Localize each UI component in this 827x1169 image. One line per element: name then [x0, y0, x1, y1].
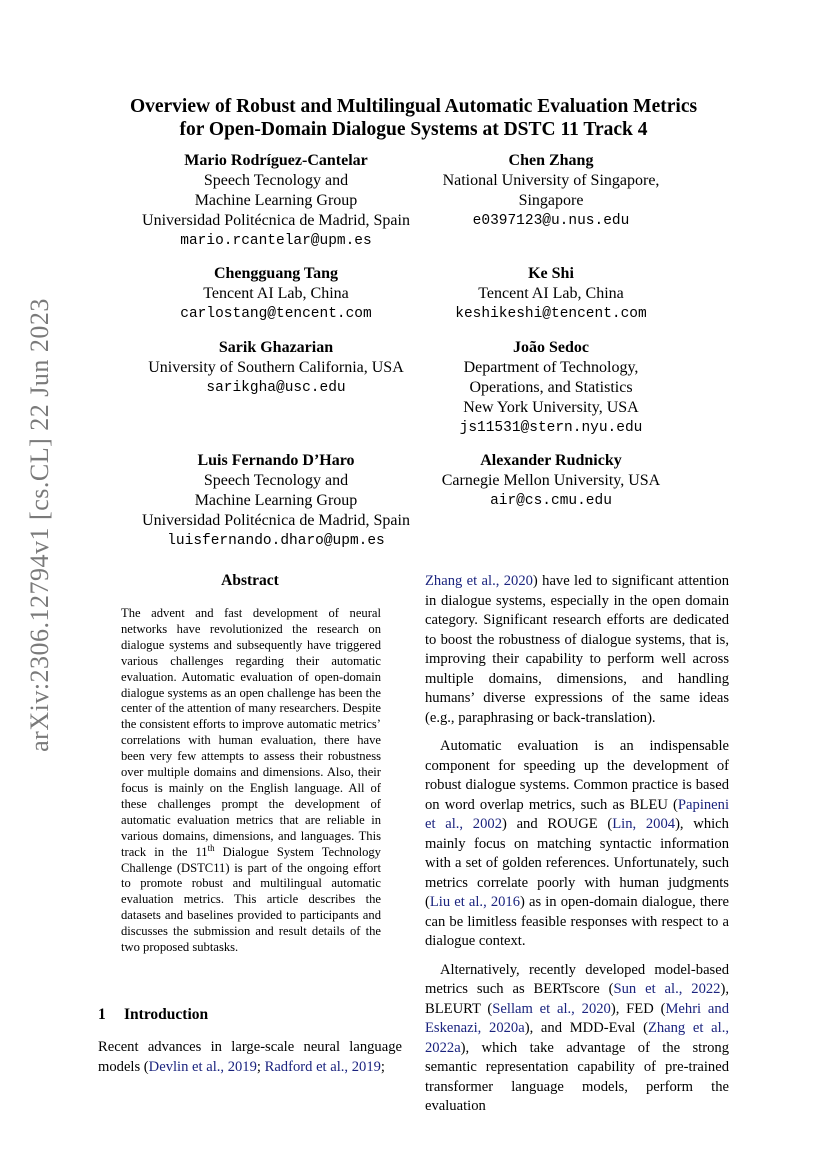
body-text: ) as in open-domain dialogue, there can be limitless feasible responses with respect to a dialogue context. [425, 894, 729, 949]
author-name: Chengguang Tang [213, 265, 339, 282]
author-name: Sarik Ghazarian [218, 339, 334, 356]
arxiv-id: arXiv:2306.12794v1 [cs.CL] 22 Jun 2023 [25, 298, 54, 752]
author-affiliation: National University of Singapore, [442, 172, 660, 189]
body-paragraph [425, 737, 729, 952]
author-email[interactable]: carlostang@tencent.com [180, 306, 372, 322]
author-email[interactable]: sarikgha@usc.edu [206, 380, 346, 396]
author-email[interactable]: luisfernando.dharo@upm.es [167, 533, 385, 549]
author-affiliation: Carnegie Mellon University, USA [441, 472, 661, 489]
body-text: Automatic evaluation is an indispensable component for speeding up the development of robust dialogue systems. Common practice is based on word overlap metrics, such as BLEU ( [425, 738, 729, 813]
citation-link[interactable]: Sellam et al., 2020 [492, 1000, 611, 1017]
author-block [116, 151, 436, 251]
body-text: ; [380, 1058, 385, 1075]
citation-link[interactable]: Zhang et al., 2022a [425, 1020, 729, 1056]
citation-link[interactable]: Devlin et al., 2019 [148, 1058, 257, 1075]
author-email[interactable]: mario.rcantelar@upm.es [180, 233, 372, 249]
author-block [391, 151, 711, 231]
body-text: Recent advances in large-scale neural language models ( [98, 1039, 402, 1075]
ordinal-superscript: th [207, 842, 215, 853]
author-name: Chen Zhang [508, 152, 594, 169]
author-affiliation: Singapore [518, 192, 584, 209]
author-name: Ke Shi [528, 265, 574, 282]
body-text: Alternatively, recently developed model-based metrics such as BERTscore ( [425, 961, 729, 997]
section-number: 1 [98, 1006, 106, 1023]
author-affiliation: University of Southern California, USA [148, 359, 404, 376]
section-heading [98, 1006, 208, 1024]
abstract-text-part: Dialogue System Technology Challenge (DSTC11) is part of the ongoing effort to promote robust and multilingual automatic evaluation metrics. This article describes the datasets and baselines provided to participants and discusses the submission and result details of the two proposed subtasks. [121, 844, 381, 955]
body-text: ), which mainly focus on matching syntactic information with a set of golden references. Unfortunately, such metrics correlate poorly with human judgments ( [425, 816, 729, 910]
citation-link[interactable]: Lin, 2004 [612, 816, 676, 832]
author-block [391, 451, 711, 511]
author-affiliation: Universidad Politécnica de Madrid, Spain [142, 512, 410, 529]
citation-link[interactable]: Sun et al., 2022 [613, 981, 721, 997]
author-block [391, 338, 711, 438]
author-affiliation: Department of Technology, [463, 359, 639, 376]
citation-link[interactable]: Radford et al., 2019 [264, 1058, 381, 1075]
author-affiliation: Operations, and Statistics [469, 379, 633, 396]
title-line-2: for Open-Domain Dialogue Systems at DSTC 11 Track 4 [179, 119, 648, 140]
body-paragraph [425, 572, 729, 728]
author-email[interactable]: air@cs.cmu.edu [490, 493, 612, 509]
author-block [116, 451, 436, 551]
author-block [116, 264, 436, 324]
body-text: ) have led to significant attention in dialogue systems, especially in the open domain category. Significant research efforts are dedicated to boost the robustness of dialogue systems, that is, improving their capability to perform well across multiple domains, dimensions, and handling humans’ diverse expressions of the same ideas (e.g., paraphrasing or back-translation). [425, 573, 729, 726]
body-text: ) and ROUGE ( [502, 816, 613, 832]
body-text: ; [256, 1058, 265, 1075]
author-email[interactable]: e0397123@u.nus.edu [472, 213, 630, 229]
body-text: ), which take advantage of the strong semantic representation capability of pre-trained transformer language models, perform the evaluation [425, 1039, 729, 1114]
abstract-heading: Abstract [221, 572, 279, 589]
section-title: Introduction [124, 1006, 209, 1023]
citation-link[interactable]: Zhang et al., 2020 [425, 573, 533, 589]
author-affiliation: Speech Tecnology and [203, 172, 349, 189]
body-text: ), BLEURT ( [425, 981, 729, 1017]
body-text: ), FED ( [610, 1000, 666, 1017]
author-affiliation: Speech Tecnology and [203, 472, 349, 489]
author-name: Alexander Rudnicky [480, 452, 622, 469]
abstract-text [121, 606, 381, 956]
author-block [391, 264, 711, 324]
author-email[interactable]: keshikeshi@tencent.com [455, 306, 647, 322]
author-affiliation: Tencent AI Lab, China [203, 285, 349, 302]
author-block [116, 338, 436, 398]
author-name: Mario Rodríguez-Cantelar [184, 152, 368, 169]
paper-title [80, 95, 747, 141]
arxiv-side-stamp [12, 150, 68, 900]
author-affiliation: Machine Learning Group [194, 492, 358, 509]
author-affiliation: Universidad Politécnica de Madrid, Spain [142, 212, 410, 229]
body-text: ), and MDD-Eval ( [524, 1020, 648, 1036]
author-name: Luis Fernando D’Haro [197, 452, 355, 469]
citation-link[interactable]: Mehri and Eskenazi, 2020a [425, 1000, 729, 1036]
author-email[interactable]: js11531@stern.nyu.edu [459, 420, 643, 436]
title-line-1: Overview of Robust and Multilingual Automatic Evaluation Metrics [129, 96, 698, 117]
intro-paragraph [98, 1038, 402, 1077]
abstract-text-part: The advent and fast development of neural networks have revolutionized the research on dialogue systems and subsequently have triggered various challenges regarding their automatic evaluation. Automatic evaluation of open-domain dialogue systems as an open challenge has been the center of the attention of many researchers. Despite the consistent efforts to improve automatic metrics’ correlations with human evaluation, there have been very few attempts to assess their robustness over multiple domains and dimensions. Also, their focus is mainly on the English language. All of these challenges prompt the development of automatic evaluation metrics that are reliable in various domains, dimensions, and languages. This track in the 11 [121, 606, 381, 859]
author-name: João Sedoc [513, 339, 589, 356]
citation-link[interactable]: Papineni et al., 2002 [425, 796, 729, 832]
right-column-text [425, 572, 729, 1117]
body-paragraph [425, 961, 729, 1117]
author-affiliation: New York University, USA [463, 399, 639, 416]
citation-link[interactable]: Liu et al., 2016 [429, 894, 521, 910]
author-affiliation: Tencent AI Lab, China [478, 285, 624, 302]
author-affiliation: Machine Learning Group [194, 192, 358, 209]
